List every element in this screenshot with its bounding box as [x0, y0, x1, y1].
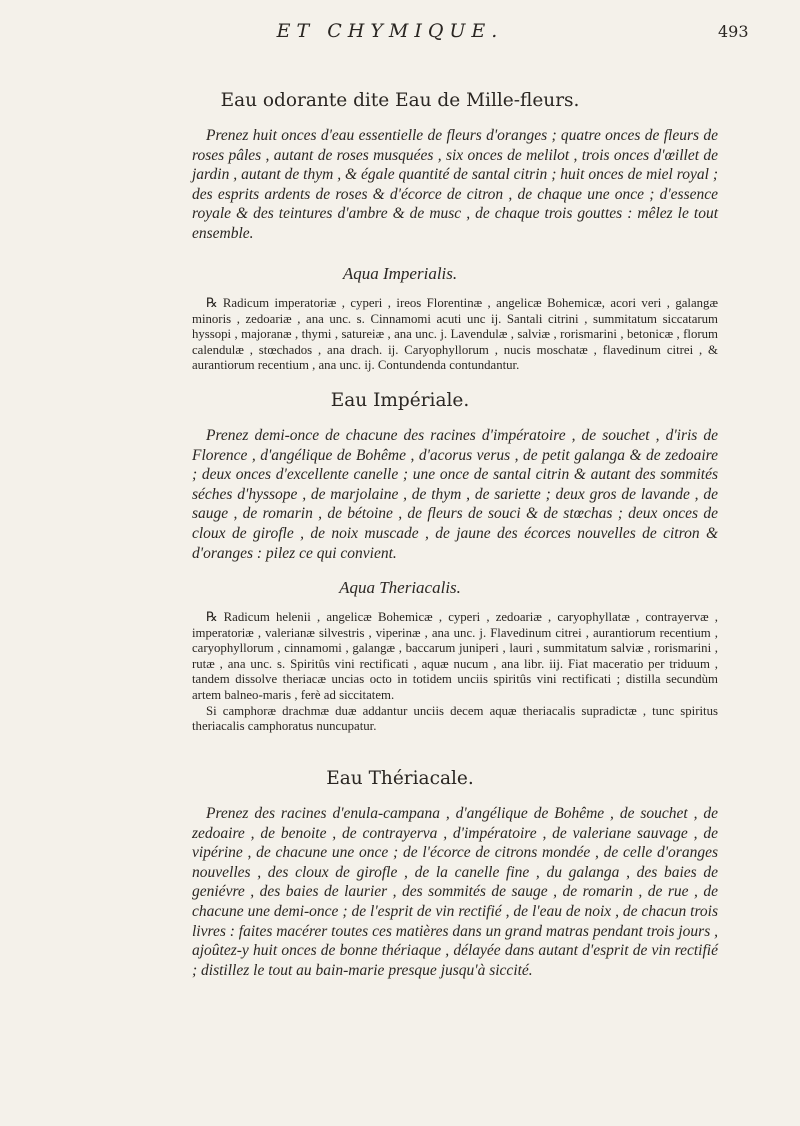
- section-title-aqua-theriacalis: Aqua Theriacalis.: [339, 578, 461, 597]
- section-title-eau-imperiale: Eau Impériale.: [330, 390, 470, 411]
- recipe-aqua-imperialis: [192, 296, 718, 374]
- recipe-text: Prenez demi-once de chacune des racines d'impératoire , de souchet , d'iris de Florence , d'angélique de Bohême , d'acorus verus , de petit galanga & de zedoaire ; deux onces d'excellente canelle ; une once de santal citrin & autant des sommités séches d'hyssope , de marjolaine , de thym , de sariette ; deux gros de lavande , de sauge , de romarin , de bétoine , de fleurs de souci & de stœchas ; deux onces de cloux de girofle , de noix muscade , de jaune des écorces nouvelles de citron & d'oranges : pilez ce qui convient.: [192, 427, 718, 562]
- recipe-text-note: Si camphoræ drachmæ duæ addantur unciis decem aquæ theriacalis supradictæ , tunc spiritus theriacalis camphoratus nuncupatur.: [192, 703, 718, 734]
- recipe-eau-theriacale: [192, 804, 718, 980]
- recipe-eau-imperiale: [192, 426, 718, 563]
- running-head: ET CHYMIQUE.: [276, 20, 504, 42]
- section-title-aqua-imperialis: Aqua Imperialis.: [342, 264, 458, 283]
- section-title-eau-theriacale: Eau Thériacale.: [326, 768, 474, 789]
- recipe-text: ℞ Radicum imperatoriæ , cyperi , ireos Florentinæ , angelicæ Bohemicæ, acori veri , galangæ minoris , zedoariæ , ana unc. s. Cinnamomi acuti unc ij. Santali citrini , summitatum siccatarum hyssopi , majoranæ , thymi , satureiæ , ana unc. j. Lavendulæ , salviæ , rorismarini , betonicæ , florum calendulæ , stœchados , ana drach. ij. Caryophyllorum , nucis moschatæ , flavedinum citrei , & aurantiorum recentium , ana unc. ij. Contundenda contundantur.: [192, 296, 718, 373]
- recipe-text: Prenez huit onces d'eau essentielle de fleurs d'oranges ; quatre onces de fleurs de roses pâles , autant de roses musquées , six onces de melilot , trois onces d'œillet de jardin , autant de thym , & égale quantité de santal citrin ; huit onces de miel royal ; des esprits ardents de roses & d'écorce de citron , de chaque une once ; d'essence royale & des teintures d'ambre & de musc , de chaque trois gouttes : mêlez le tout ensemble.: [192, 127, 718, 242]
- recipe-text: ℞ Radicum helenii , angelicæ Bohemicæ , cyperi , zedoariæ , caryophyllatæ , contrayervæ , imperatoriæ , valerianæ silvestris , viperinæ , ana unc. j. Flavedinum citrei , aurantiorum recentium , caryophyllorum , cinnamomi , galangæ , baccarum juniperi , lauri , summitatum salviæ , rorismarini , rutæ , ana unc. s. Spiritûs vini rectificati , aquæ nucum , ana libr. iij. Fiat maceratio per triduum , tandem dissolve theriacæ uncias octo in totidem unciis spiritûs vini rectificati ; distilla secundùm artem balneo-maris , ferè ad siccitatem.: [192, 610, 718, 702]
- recipe-mille-fleurs: [192, 126, 718, 244]
- page-number: 493: [718, 22, 749, 41]
- section-title-mille-fleurs: Eau odorante dite Eau de Mille-fleurs.: [220, 90, 580, 111]
- recipe-aqua-theriacalis: [192, 610, 718, 735]
- recipe-text: Prenez des racines d'enula-campana , d'angélique de Bohême , de souchet , de zedoaire , de benoite , de contrayerva , d'impératoire , de valeriane sauvage , de vipérine , de chacune une once ; de l'écorce de citrons mondée , de celle d'oranges nouvelles , des cloux de girofle , de la canelle fine , du galanga , des baies de geniévre , des baies de laurier , des sommités de sauge , de romarin , de rue , de chacune une demi-once ; de l'esprit de vin rectifié , de l'eau de noix , de chacun trois livres : faites macérer toutes ces matières dans un grand matras pendant trois jours , ajoûtez-y huit onces de bonne thériaque , délayée dans autant d'esprit de vin rectifié ; distillez le tout au bain-marie presque jusqu'à siccité.: [192, 805, 718, 979]
